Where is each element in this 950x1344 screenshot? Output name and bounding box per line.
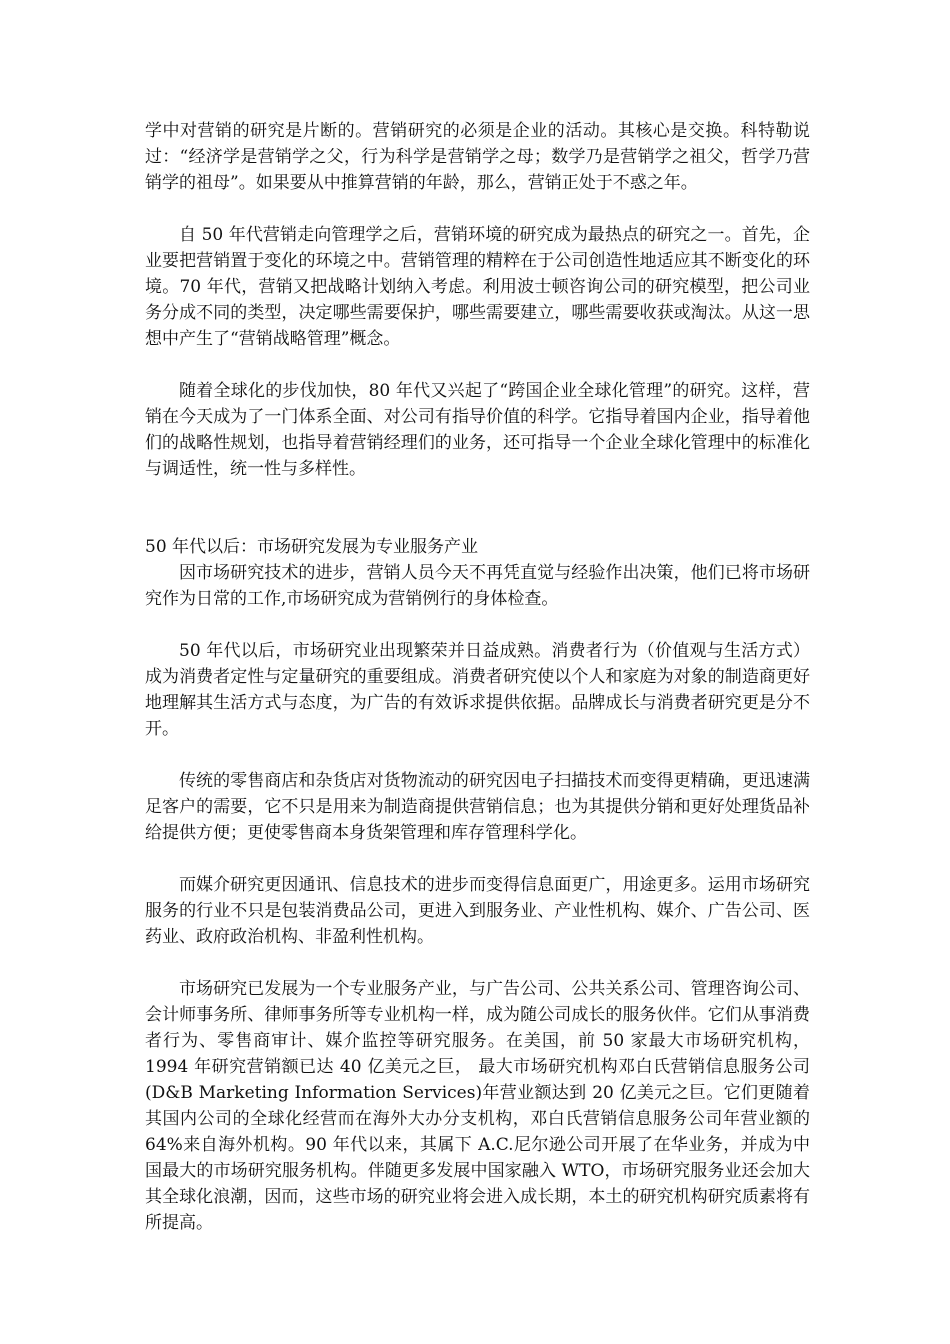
body-paragraph: 自 50 年代营销走向管理学之后，营销环境的研究成为最热点的研究之一。首先，企业要把营销置于变化的环境之中。营销管理的精粹在于公司创造性地适应其不断变化的环境。70 年代，营销又把战略计划纳入考虑。利用波士顿咨询公司的研究模型，把公司业务分成不同的类型，决定哪些需要保护，哪些需要建立，哪些需要收获或淘汰。从这一思想中产生了“营销战略管理”概念。 bbox=[145, 225, 810, 349]
section-paragraph: 而媒介研究更因通讯、信息技术的进步而变得信息面更广，用途更多。运用市场研究服务的行业不只是包装消费品公司，更进入到服务业、产业性机构、媒介、广告公司、医药业、政府政治机构、非盈利性机构。 bbox=[145, 875, 810, 947]
document-body bbox=[145, 118, 810, 1236]
section-paragraph: 50 年代以后，市场研究业出现繁荣并日益成熟。消费者行为（价值观与生活方式）成为消费者定性与定量研究的重要组成。消费者研究使以个人和家庭为对象的制造商更好地理解其生活方式与态度，为广告的有效诉求提供依据。品牌成长与消费者研究更是分不开。 bbox=[145, 641, 810, 739]
body-paragraph: 随着全球化的步伐加快，80 年代又兴起了“跨国企业全球化管理”的研究。这样，营销在今天成为了一门体系全面、对公司有指导价值的科学。它指导着国内企业，指导着他们的战略性规划，也指导着营销经理们的业务，还可指导一个企业全球化管理中的标准化与调适性，统一性与多样性。 bbox=[145, 381, 810, 479]
body-paragraph: 学中对营销的研究是片断的。营销研究的必须是企业的活动。其核心是交换。科特勒说过：“经济学是营销学之父，行为科学是营销学之母；数学乃是营销学之祖父，哲学乃营销学的祖母”。如果要从中推算营销的年龄，那么，营销正处于不惑之年。 bbox=[145, 121, 810, 193]
section-heading: 50 年代以后：市场研究发展为专业服务产业 bbox=[145, 537, 479, 557]
section-paragraph: 因市场研究技术的进步，营销人员今天不再凭直觉与经验作出决策，他们已将市场研究作为日常的工作,市场研究成为营销例行的身体检查。 bbox=[145, 563, 810, 609]
section-paragraph: 市场研究已发展为一个专业服务产业，与广告公司、公共关系公司、管理咨询公司、会计师事务所、律师事务所等专业机构一样，成为随公司成长的服务伙伴。它们从事消费者行为、零售商审计、媒介监控等研究服务。在美国，前 50 家最大市场研究机构，1994 年研究营销额已达 40 亿美元之巨， 最大市场研究机构邓白氏营销信息服务公司(D&B Marketing Information Services)年营业额达到 20 亿美元之巨。它们更随着其国内公司的全球化经营而在海外大办分支机构，邓白氏营销信息服务公司年营业额的 64%来自海外机构。90 年代以来，其属下 A.C.尼尔逊公司开展了在华业务，并成为中国最大的市场研究服务机构。伴随更多发展中国家融入 WTO，市场研究服务业还会加大其全球化浪潮，因而，这些市场的研究业将会进入成长期，本土的研究机构研究质素将有所提高。 bbox=[145, 979, 810, 1233]
section-paragraph: 传统的零售商店和杂货店对货物流动的研究因电子扫描技术而变得更精确，更迅速满足客户的需要，它不只是用来为制造商提供营销信息；也为其提供分销和更好处理货品补给提供方便；更使零售商本身货架管理和库存管理科学化。 bbox=[145, 771, 810, 843]
